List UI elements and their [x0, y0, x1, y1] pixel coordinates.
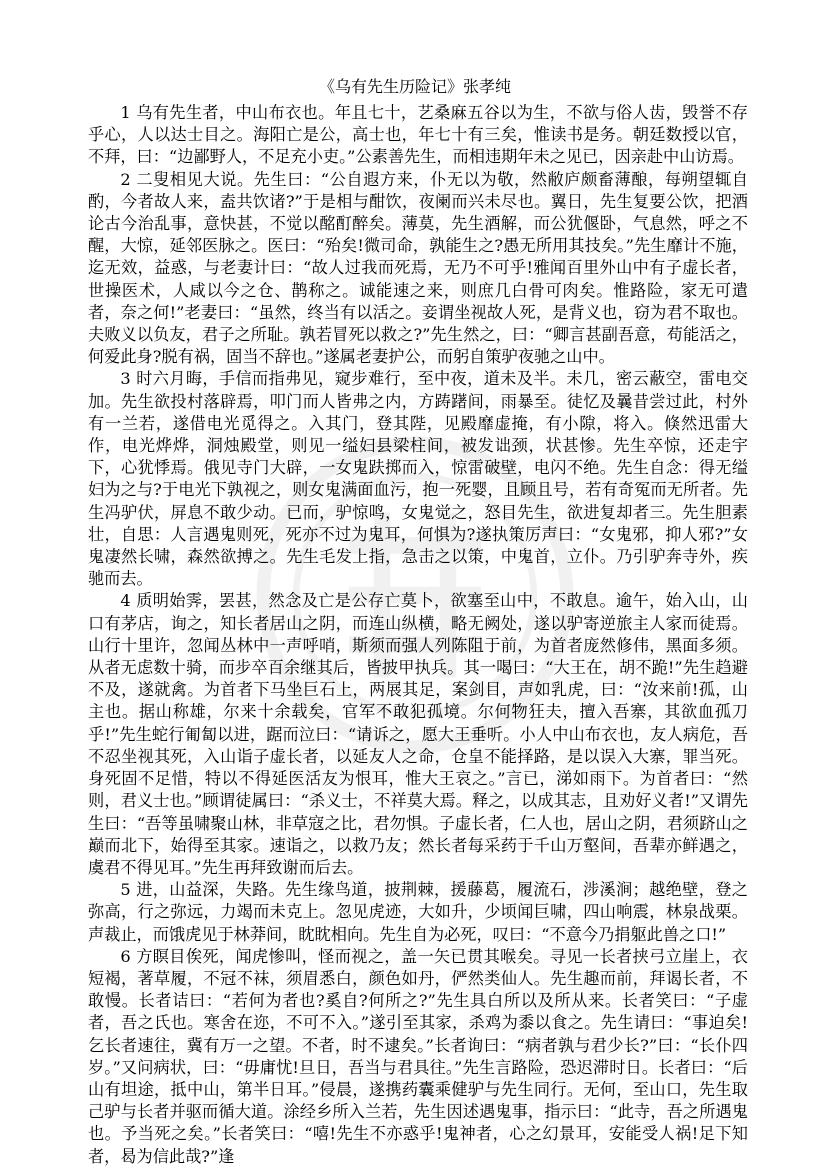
paragraph-5: 5 进，山益深，失路。先生缘鸟道，披荆棘，援藤葛，履流石，涉溪涧；越绝壁，登之弥高，行之弥远，力竭而未克上。忽见虎迹，大如升，少顷闻巨啸，四山响震，林泉战栗。声裁止，而饿虎见于林莽间，眈眈相向。先生自为必死，叹曰：“不意今乃捐躯此兽之口!”	[88, 880, 748, 944]
paragraph-4: 4 质明始霁，罢甚，然念及亡是公存亡莫卜，欲塞至山中，不敢息。逾午，始入山，山口有茅店，询之，知长者居山之阴，而连山纵横，略无阙处，遂以驴寄逆旅主人家而徒焉。山行十里许，忽闻丛林中一声呼哨，斯须而强人列陈阻于前，为首者庞然修伟，黑面多须。从者无虑数十骑，而步卒百余继其后，皆披甲执兵。其一喝曰：“大王在，胡不跪!”先生趋避不及，遂就禽。为首者下马坐巨石上，两展其足，案剑目，声如乳虎，曰：“汝来前!孤，山主也。据山称雄，尔来十余载矣，官军不敢犯孤境。尔何物狂夫，擅入吾寨，其欲血孤刀乎!”先生蛇行匍匐以进，踞而泣曰：“请诉之，愿大王垂听。小人中山布衣也，友人病危，吾不忍坐视其死，入山诣子虚长者，以延友人之命，仓皇不能择路，是以误入大寨，罪当死。身死固不足惜，特以不得延医活友为恨耳，惟大王哀之。”言已，涕如雨下。为首者曰：“然则，君义士也。”顾谓徒属曰：“杀义士，不祥莫大焉。释之，以成其志，且劝好义者!”又谓先生曰：“吾等虽啸聚山林，非草寇之比，君勿惧。子虚长者，仁人也，居山之阴，君须跻山之巅而北下，始得至其家。速诣之，以救乃友；然长者每采药于千山万壑间，吾辈亦鲜遇之，虞君不得见耳。”先生再拜致谢而后去。	[88, 591, 748, 877]
document-body	[88, 102, 748, 1168]
paragraph-1: 1 乌有先生者，中山布衣也。年且七十，艺桑麻五谷以为生，不欲与俗人齿，毁誉不存乎心，人以达士目之。海阳亡是公，高士也，年七十有三矣，惟读书是务。朝廷数授以官，不拜，曰：“边鄙野人，不足充小吏。”公素善先生，而相违期年未之见已，因亲赴中山访焉。	[88, 103, 748, 167]
document-title: 《乌有先生历险记》张孝纯	[318, 77, 511, 96]
paragraph-3: 3 时六月晦，手信而指弗见，窥步难行，至中夜，道未及半。未几，密云蔽空，雷电交加。先生欲投村落辟焉，叩门而人皆弗之内，方踌躇间，雨暴至。徒忆及曩昔尝过此，村外有一兰若，遂借电光觅得之。入其门，登其陛，见殿靡虚掩，有小隙，将入。倏然迅雷大作，电光烨烨，洞烛殿堂，则见一缢妇县梁柱间，被发诎颈，状甚惨。先生卒惊，还走宇下，心犹悸焉。俄见寺门大辟，一女鬼趺掷而入，惊雷破壁，电闪不绝。先生自念：得无缢妇为之与?于电光下孰视之，则女鬼满面血污，抱一死婴，且顾且号，若有奇冤而无所者。先生冯驴伏，屏息不敢少动。已而，驴惊鸣，女鬼觉之，怒目先生，欲进复却者三。先生胆素壮，自思：人言遇鬼则死，死亦不过为鬼耳，何惧为?遂执策厉声曰：“女鬼邪，抑人邪?”女鬼凄然长啸，森然欲搏之。先生毛发上指，急击之以策，中鬼首，立仆。乃引驴奔寺外，疾驰而去。	[88, 369, 748, 589]
paragraph-6: 6 方瞑目俟死，闻虎惨叫，怪而视之，盖一矢已贯其喉矣。寻见一长者挟弓立崖上，衣短褐，著草履，不冠不袜，须眉悉白，颜色如丹，俨然类仙人。先生趣而前，拜谒长者，不敢慢。长者诘曰：“若何为者也?奚自?何所之?”先生具白所以及所从来。长者笑曰：“子虚者，吾之氏也。寒舍在迩，不可不入。”遂引至其家，杀鸡为黍以食之。先生请曰：“事迫矣!乞长者速往，冀有万一之望。不者，时不逮矣。”长者询曰：“病者孰与君少长?”曰：“长仆四岁。”又问病状，曰：“毋庸忧!旦日，吾当与君具往。”先生言路险，恐迟滞时日。长者曰：“后山有坦途，抵中山，第半日耳。”侵晨，遂携药囊乘健驴与先生同行。无何，至山口，先生取己驴与长者并驱而循大道。涂经乡所入兰若，先生因述遇鬼事，指示曰：“此寺，吾之所遇鬼也。予当死之矣。”长者笑曰：“嘻!先生不亦惑乎!鬼神者，心之幻景耳，安能受人祸!足下知者，曷为信此哉?”逢	[88, 946, 748, 1166]
paragraph-2: 2 二叟相见大说。先生曰：“公自遐方来，仆无以为敬，然敝庐颇畜薄酿，每朔望辄自酌，今者故人来，盍共饮诸?”于是相与酣饮，夜阑而兴未尽也。翼日，先生复要公饮，把酒论古今治乱事，意快甚，不觉以酩酊醉矣。薄莫，先生酒解，而公犹偃卧，气息然，呼之不醒，大惊，延邻医脉之。医曰：“殆矣!微司命，孰能生之?愚无所用其技矣。”先生靡计不施，迄无效，益惑，与老妻计曰：“故人过我而死焉，无乃不可乎!雅闻百里外山中有子虚长者，世操医术，人咸以今之仓、鹊称之。诚能速之来，则庶几白骨可肉矣。惟路险，家无可遣者，奈之何!”老妻曰：“虽然，终当有以活之。妾谓坐视故人死，是背义也，窃为君不取也。夫败义以负友，君子之所耻。孰若冒死以救之?”先生然之，曰：“卿言甚副吾意，苟能活之，何爱此身?脱有祸，固当不辞也。”遂属老妻护公，而躬自策驴夜驰之山中。	[88, 169, 748, 367]
